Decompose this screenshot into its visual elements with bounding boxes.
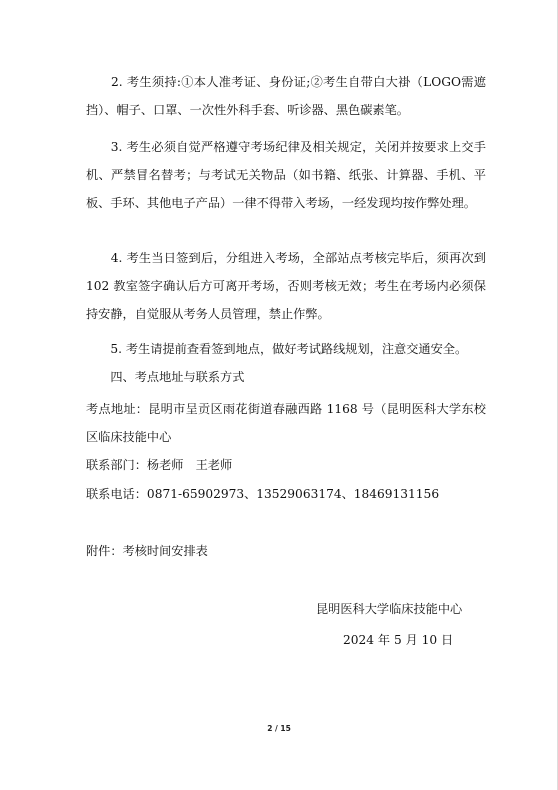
page-number: 2 / 15 — [267, 724, 291, 733]
paragraph-check-in: 4. 考生当日签到后，分组进入考场，全部站点考核完毕后，须再次到 102 教室签字确认后方可离开考场，否则考核无效；考生在考场内必须保持安静，自觉服从考务人员管理，禁止作弊。 — [86, 251, 486, 321]
section-heading-address: 四、考点地址与联系方式 — [86, 370, 245, 384]
contact-department: 联系部门：杨老师 王老师 — [86, 458, 233, 472]
signature-date: 2024 年 5 月 10 日 — [343, 633, 454, 647]
paragraph-safety: 5. 考生请提前查看签到地点，做好考试路线规划，注意交通安全。 — [86, 342, 468, 356]
signature-organization: 昆明医科大学临床技能中心 — [316, 602, 463, 616]
exam-address: 考点地址：昆明市呈贡区雨花街道春融西路 1168 号（昆明医科大学东校区临床技能中心 — [86, 402, 486, 444]
contact-phone: 联系电话：0871-65902973、13529063174、18469131156 — [86, 487, 440, 501]
attachment-note: 附件：考核时间安排表 — [86, 544, 208, 558]
paragraph-exam-items: 2. 考生须持:①本人准考证、身份证;②考生自带白大褂（LOGO需遮挡）、帽子、口罩、一次性外科手套、听诊器、黑色碳素笔。 — [86, 75, 486, 117]
paragraph-exam-rules: 3. 考生必须自觉严格遵守考场纪律及相关规定，关闭并按要求上交手机、严禁冒名替考；与考试无关物品（如书籍、纸张、计算器、手机、平板、手环、其他电子产品）一律不得带入考场，一经发现均按作弊处理。 — [86, 140, 486, 210]
